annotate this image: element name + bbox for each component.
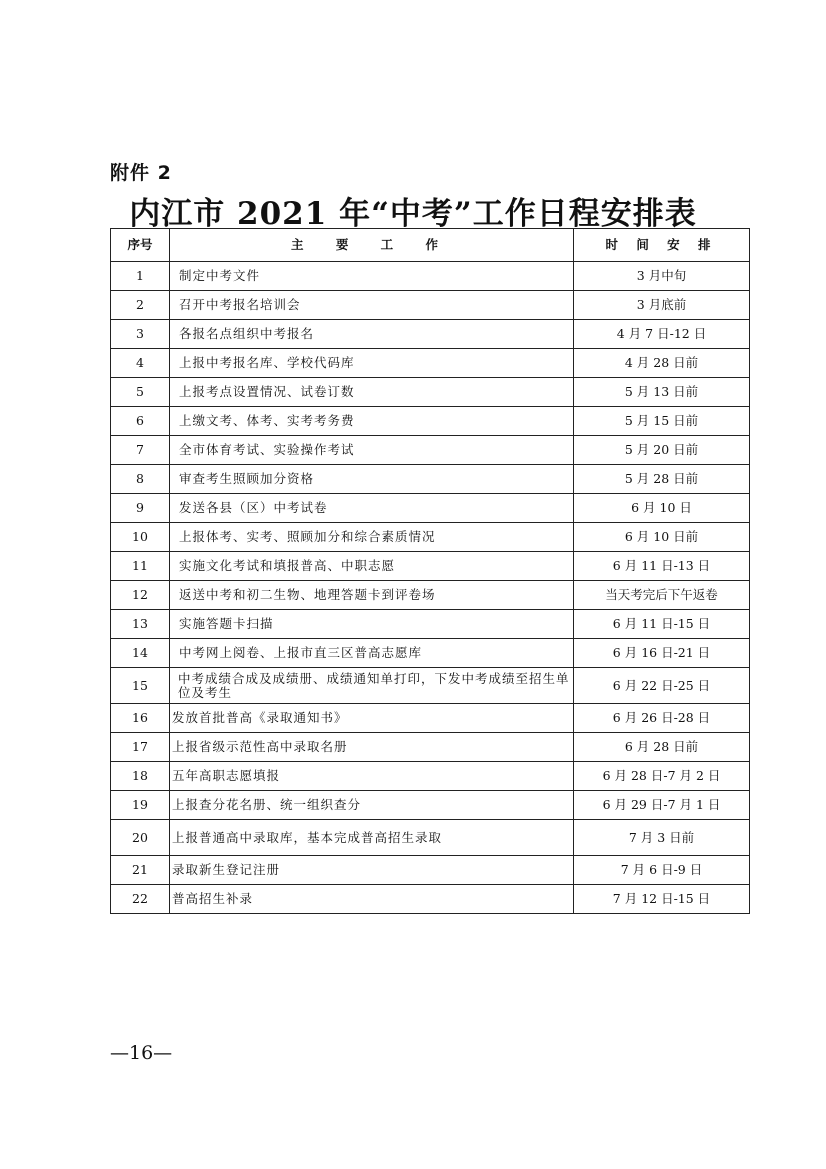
- page-title: 内江市 2021 年“中考”工作日程安排表: [129, 196, 697, 232]
- row-task: 各报名点组织中考报名: [179, 326, 315, 341]
- row-time: 6 月 28 日-7 月 2 日: [574, 762, 750, 791]
- row-number: 5: [111, 378, 170, 407]
- row-task: 实施文化考试和填报普高、中职志愿: [179, 558, 396, 573]
- row-time: 6 月 29 日-7 月 1 日: [574, 791, 750, 820]
- row-number: 16: [111, 704, 170, 733]
- page-number: —16—: [110, 1042, 173, 1064]
- row-time: 4 月 28 日前: [574, 349, 750, 378]
- table-row: [111, 610, 750, 639]
- row-number: 13: [111, 610, 170, 639]
- row-task: 上报体考、实考、照顾加分和综合素质情况: [179, 529, 436, 544]
- table-row: [111, 523, 750, 552]
- table-row: [111, 262, 750, 291]
- row-number: 19: [111, 791, 170, 820]
- table-row: [111, 436, 750, 465]
- row-task: 上缴文考、体考、实考考务费: [179, 413, 355, 428]
- schedule-table: [110, 228, 750, 914]
- table-row: [111, 733, 750, 762]
- table-row: [111, 378, 750, 407]
- row-task: 中考成绩合成及成绩册、成绩通知单打印，下发中考成绩至招生单位及考生: [178, 670, 570, 700]
- row-task: 五年高职志愿填报: [172, 768, 281, 783]
- row-number: 4: [111, 349, 170, 378]
- row-number: 15: [111, 668, 170, 704]
- table-row: [111, 704, 750, 733]
- row-time: 6 月 10 日: [574, 494, 750, 523]
- row-time: 3 月中旬: [574, 262, 750, 291]
- row-task: 上报考点设置情况、试卷订数: [179, 384, 355, 399]
- row-number: 3: [111, 320, 170, 349]
- row-number: 7: [111, 436, 170, 465]
- row-number: 1: [111, 262, 170, 291]
- row-task: 召开中考报名培训会: [179, 297, 301, 312]
- row-number: 20: [111, 820, 170, 856]
- table-row: [111, 581, 750, 610]
- table-row: [111, 349, 750, 378]
- table-row: [111, 791, 750, 820]
- header-no: 序号: [111, 229, 170, 262]
- table-row: [111, 639, 750, 668]
- row-time: 5 月 13 日前: [574, 378, 750, 407]
- table-header-row: [111, 229, 750, 262]
- table-row: [111, 407, 750, 436]
- row-task: 上报中考报名库、学校代码库: [179, 355, 355, 370]
- row-time: 当天考完后下午返卷: [574, 581, 750, 610]
- row-task: 上报普通高中录取库，基本完成普高招生录取: [172, 829, 443, 845]
- row-task: 制定中考文件: [179, 268, 261, 283]
- table-row: [111, 320, 750, 349]
- row-task: 普高招生补录: [172, 891, 254, 906]
- row-time: 4 月 7 日-12 日: [574, 320, 750, 349]
- row-number: 11: [111, 552, 170, 581]
- row-number: 12: [111, 581, 170, 610]
- table-row: [111, 820, 750, 856]
- row-time: 7 月 3 日前: [574, 820, 750, 856]
- row-time: 5 月 28 日前: [574, 465, 750, 494]
- row-time: 5 月 20 日前: [574, 436, 750, 465]
- row-number: 8: [111, 465, 170, 494]
- row-time: 6 月 26 日-28 日: [574, 704, 750, 733]
- row-number: 2: [111, 291, 170, 320]
- table-row: [111, 291, 750, 320]
- table-row: [111, 856, 750, 885]
- row-task: 发送各县（区）中考试卷: [179, 500, 328, 515]
- row-task: 上报查分花名册、统一组织查分: [172, 797, 362, 812]
- row-time: 5 月 15 日前: [574, 407, 750, 436]
- row-time: 3 月底前: [574, 291, 750, 320]
- table-row: [111, 668, 750, 704]
- row-number: 9: [111, 494, 170, 523]
- table-row: [111, 885, 750, 914]
- row-time: 7 月 6 日-9 日: [574, 856, 750, 885]
- table-row: [111, 552, 750, 581]
- row-number: 10: [111, 523, 170, 552]
- table-row: [111, 762, 750, 791]
- row-number: 6: [111, 407, 170, 436]
- row-number: 18: [111, 762, 170, 791]
- row-time: 6 月 11 日-13 日: [574, 552, 750, 581]
- row-number: 22: [111, 885, 170, 914]
- row-time: 6 月 10 日前: [574, 523, 750, 552]
- row-time: 6 月 16 日-21 日: [574, 639, 750, 668]
- row-time: 6 月 22 日-25 日: [574, 668, 750, 704]
- row-task: 审查考生照顾加分资格: [179, 471, 315, 486]
- row-task: 全市体育考试、实验操作考试: [179, 442, 355, 457]
- header-time: 时 间 安 排: [605, 237, 718, 252]
- table-row: [111, 494, 750, 523]
- table-row: [111, 465, 750, 494]
- row-number: 14: [111, 639, 170, 668]
- row-number: 17: [111, 733, 170, 762]
- row-task: 中考网上阅卷、上报市直三区普高志愿库: [179, 645, 423, 660]
- row-time: 6 月 11 日-15 日: [574, 610, 750, 639]
- row-task: 发放首批普高《录取通知书》: [172, 710, 348, 725]
- row-task: 上报省级示范性高中录取名册: [172, 739, 348, 754]
- row-time: 7 月 12 日-15 日: [574, 885, 750, 914]
- attachment-label: 附件 2: [110, 162, 172, 184]
- row-number: 21: [111, 856, 170, 885]
- row-task: 实施答题卡扫描: [179, 616, 274, 631]
- row-time: 6 月 28 日前: [574, 733, 750, 762]
- header-task: 主 要 工 作: [290, 237, 453, 252]
- row-task: 录取新生登记注册: [172, 862, 281, 877]
- row-task: 返送中考和初二生物、地理答题卡到评卷场: [179, 587, 436, 602]
